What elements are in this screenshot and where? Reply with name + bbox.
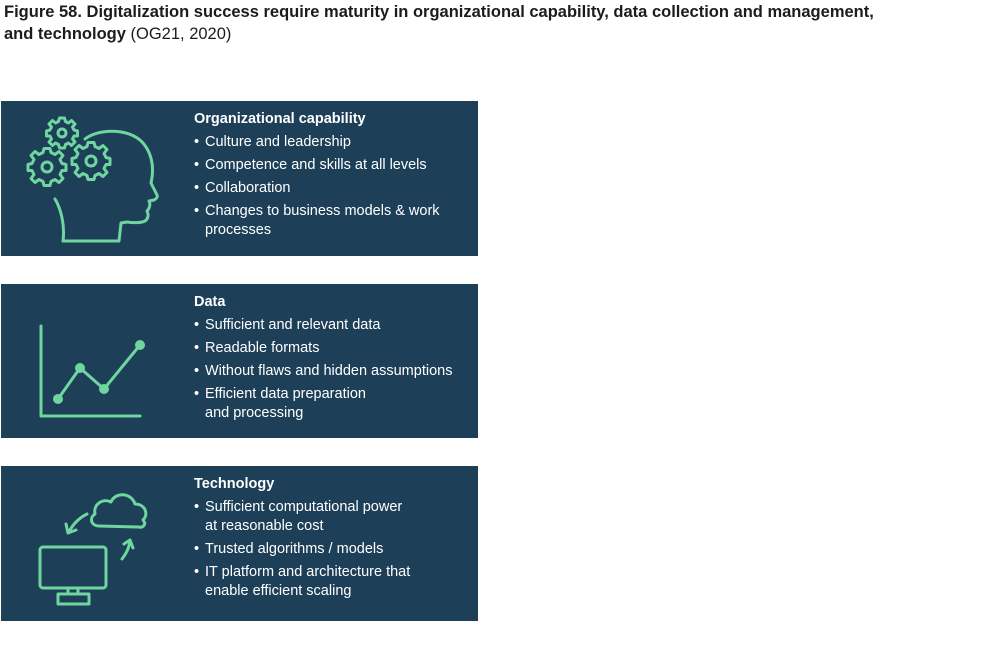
list-item-text: Readable formats	[205, 340, 320, 356]
figure-caption	[4, 1, 904, 45]
list-item	[194, 563, 474, 601]
list-item	[194, 316, 474, 335]
list-item-text: Competence and skills at all levels	[205, 157, 427, 173]
list-item-text: Collaboration	[205, 180, 291, 196]
cloud-computer-icon	[21, 474, 171, 614]
bullet-marker: •	[194, 499, 200, 515]
panel-title: Technology	[194, 476, 275, 492]
list-item-text: Trusted algorithms / models	[205, 541, 384, 557]
caption-title: Figure 58. Digitalization success require maturity in organizational capability, data collection and management, and technology	[4, 3, 874, 43]
list-item-text: Sufficient and relevant data	[205, 317, 381, 333]
list-item	[194, 133, 474, 152]
bullet-marker: •	[194, 340, 200, 356]
list-item-text: Changes to business models & work processes	[205, 203, 440, 238]
caption-source: (OG21, 2020)	[130, 25, 232, 43]
bullet-list	[194, 316, 474, 423]
panel-organizational-capability	[1, 101, 478, 256]
list-item-text: IT platform and architecture that enable efficient scaling	[205, 564, 411, 599]
bullet-list	[194, 133, 474, 240]
list-item	[194, 540, 474, 559]
bullet-marker: •	[194, 363, 200, 379]
bullet-marker: •	[194, 541, 200, 557]
panel-technology	[1, 466, 478, 621]
list-item-text: Culture and leadership	[205, 134, 351, 150]
list-item-text: Without flaws and hidden assumptions	[205, 363, 453, 379]
list-item-text: Sufficient computational power at reasonable cost	[205, 499, 403, 534]
bullet-list	[194, 498, 474, 601]
list-item	[194, 202, 474, 240]
bullet-marker: •	[194, 134, 200, 150]
panel-title: Organizational capability	[194, 111, 366, 127]
list-item-text: Efficient data preparation and processing	[205, 386, 366, 421]
bullet-marker: •	[194, 157, 200, 173]
head-gears-icon	[21, 109, 171, 249]
bullet-marker: •	[194, 564, 200, 580]
list-item	[194, 362, 474, 381]
list-item	[194, 179, 474, 198]
list-item	[194, 385, 474, 423]
bullet-marker: •	[194, 180, 200, 196]
bullet-marker: •	[194, 317, 200, 333]
line-chart-icon	[21, 292, 171, 432]
list-item	[194, 498, 474, 536]
list-item	[194, 339, 474, 358]
list-item	[194, 156, 474, 175]
panel-title: Data	[194, 294, 226, 310]
bullet-marker: •	[194, 203, 200, 219]
bullet-marker: •	[194, 386, 200, 402]
panel-data	[1, 284, 478, 438]
